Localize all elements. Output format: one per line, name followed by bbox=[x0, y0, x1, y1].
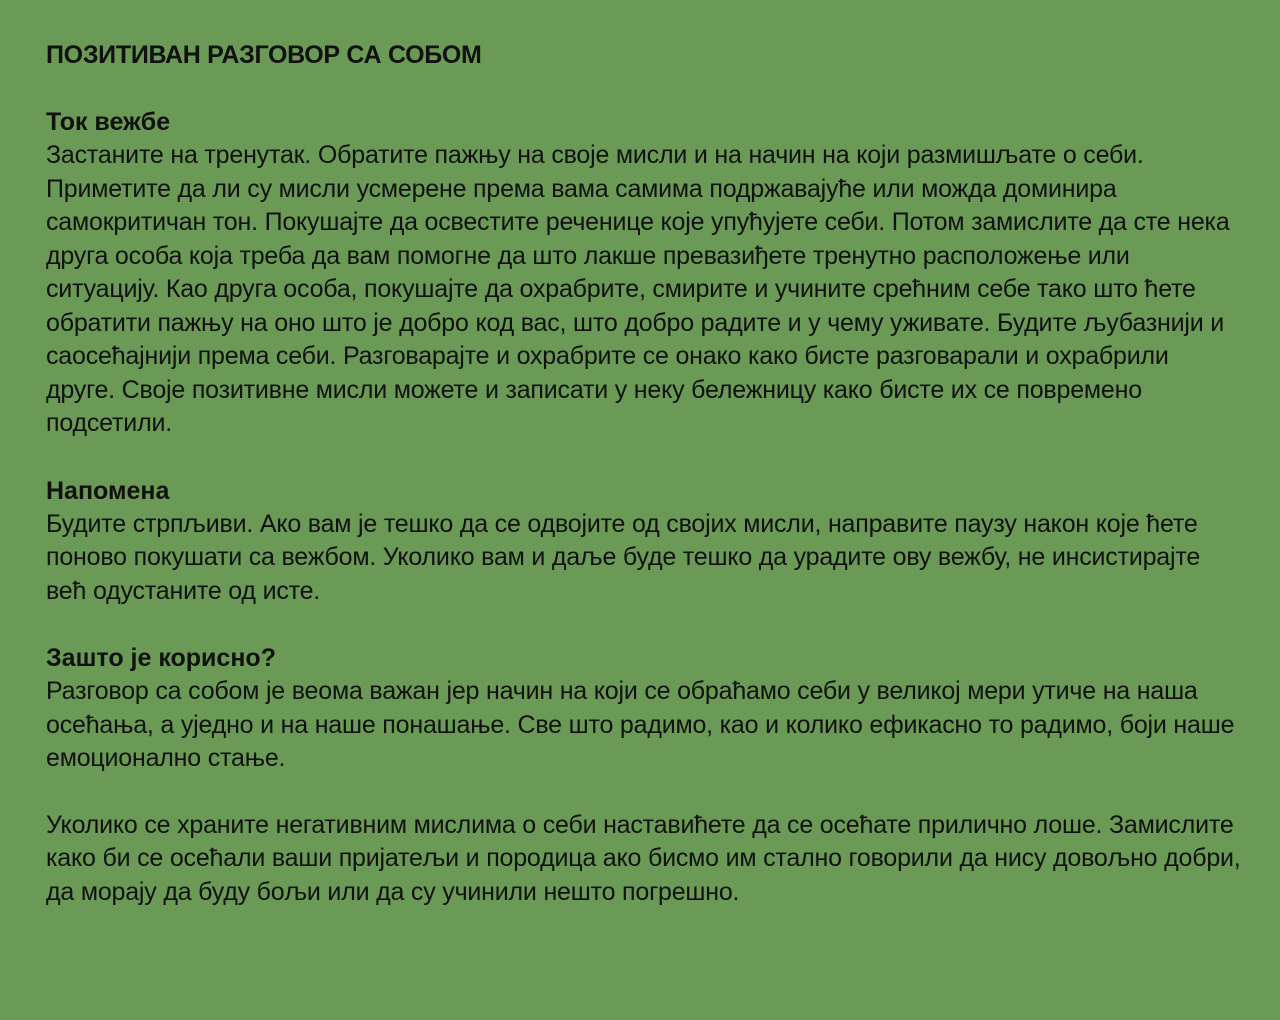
section-body-exercise-flow: Застаните на тренутак. Обратите пажњу на своје мисли и на начин на који размишљате о себи. Приметите да ли су мисли усмерене према вама самима подржавајуће или можда доминира самокритичан тон. Покушајте да освестите реченице које упућујете себи. Потом замислите да сте нека друга особа која треба да вам помогне да што лакше превазиђете тренутно расположење или ситуацију. Као друга особа, покушајте да охрабрите, смирите и учините срећним себе тако што ћете обратити пажњу на оно што је добро код вас, што добро радите и у чему уживате. Будите љубазнији и саосећајнији према себи. Разговарајте и охрабрите се онако како бисте разговарали и охрабрили друге. Своје позитивне мисли можете и записати у неку бележницу како бисте их се повремено подсетили. bbox=[46, 141, 1230, 437]
section-why-useful bbox=[46, 641, 1240, 776]
closing-paragraph: Уколико се храните негативним мислима о себи наставићете да се осећате прилично лоше. Замислите како би се осећали ваши пријатељи и породица ако бисмо им стално говорили да нису довољно добри, да морају да буду бољи или да су учинили нешто погрешно. bbox=[46, 810, 1241, 906]
section-heading-exercise-flow: Ток вежбе bbox=[46, 108, 171, 136]
section-body-note: Будите стрпљиви. Ако вам је тешко да се одвојите од својих мисли, направите паузу након које ћете поново покушати са вежбом. Уколико вам и даље буде тешко да урадите ову вежбу, не инсистирајте већ одустаните од исте. bbox=[46, 509, 1201, 605]
section-body-why-useful: Разговор са собом је веома важан јер начин на који се обраћамо себи у великој мери утиче на наша осећања, а уједно и на наше понашање. Све што радимо, као и колико ефикасно то радимо, боји наше емоционално стање. bbox=[46, 677, 1235, 772]
section-exercise-flow bbox=[46, 105, 1240, 441]
document-title: ПОЗИТИВАН РАЗГОВОР СА СОБОМ bbox=[46, 41, 482, 69]
section-heading-note: Напомена bbox=[46, 476, 170, 505]
section-note bbox=[46, 474, 1240, 609]
section-heading-why-useful: Зашто је корисно? bbox=[46, 644, 276, 672]
section-closing-paragraph bbox=[46, 809, 1240, 910]
